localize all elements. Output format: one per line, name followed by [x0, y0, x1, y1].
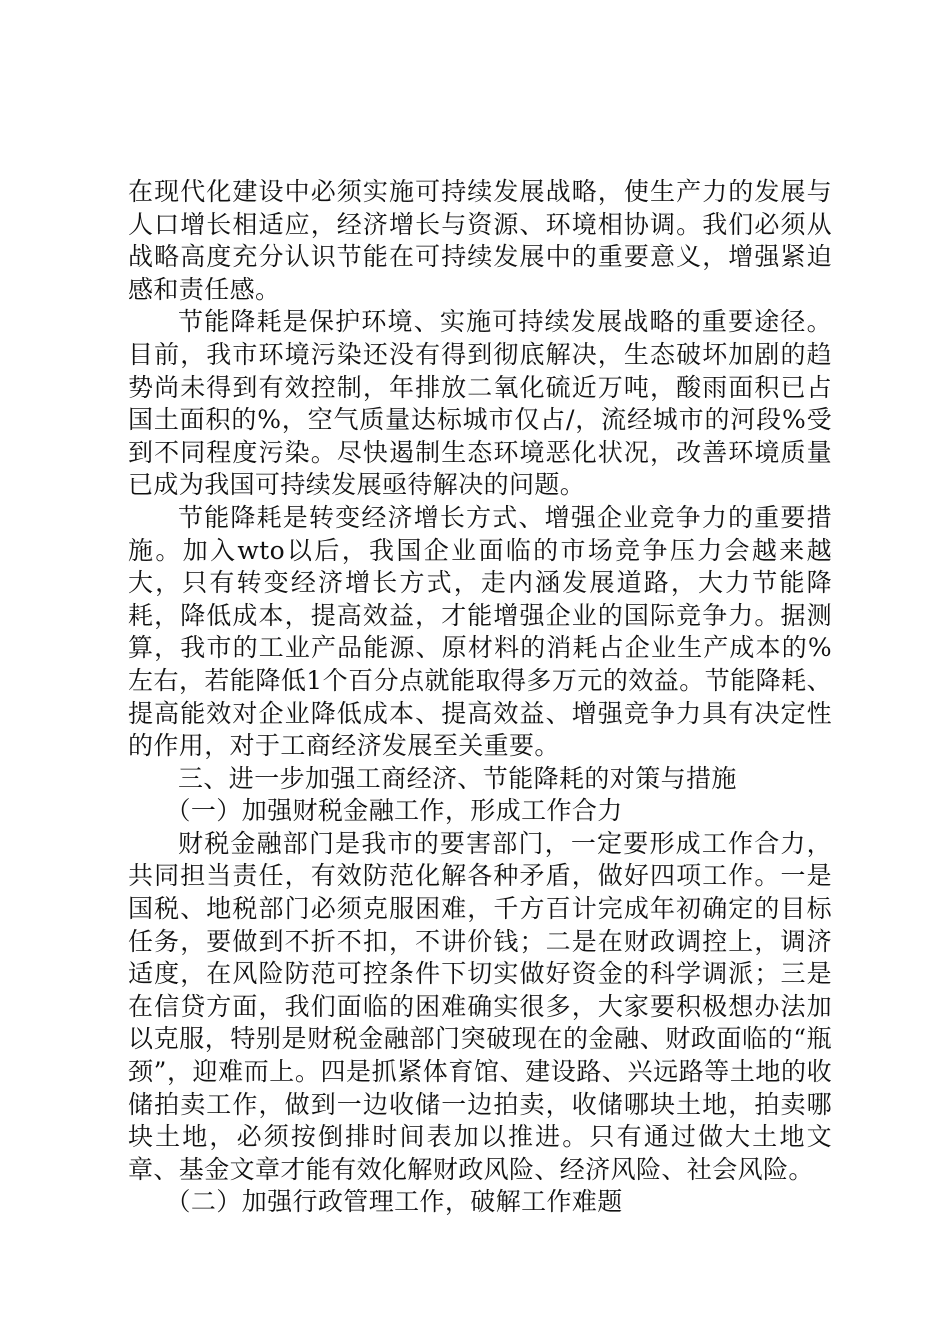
- paragraph-environment-protection: 节能降耗是保护环境、实施可持续发展战略的重要途径。目前，我市环境污染还没有得到彻底解决，生态破坏加剧的趋势尚未得到有效控制，年排放二氧化硫近万吨，酸雨面积已占国土面积的%，空气质量达标城市仅占/，流经城市的河段%受到不同程度污染。尽快遏制生态环境恶化状况，改善环境质量已成为我国可持续发展亟待解决的问题。: [128, 307, 832, 500]
- subsection-heading-1: （一）加强财税金融工作，形成工作合力: [165, 796, 623, 826]
- subsection-heading-2: （二）加强行政管理工作，破解工作难题: [165, 1187, 623, 1217]
- section-heading-3: 三、进一步加强工商经济、节能降耗的对策与措施: [178, 763, 737, 793]
- document-page: [128, 176, 832, 1219]
- paragraph-economic-growth: 节能降耗是转变经济增长方式、增强企业竞争力的重要措施。加入wto以后，我国企业面临的市场竞争压力会越来越大，只有转变经济增长方式，走内涵发展道路，大力节能降耗，降低成本，提高效益，才能增强企业的国际竞争力。据测算，我市的工业产品能源、原材料的消耗占企业生产成本的%左右，若能降低1个百分点就能取得多万元的效益。节能降耗、提高能效对企业降低成本、提高效益、增强竞争力具有决定性的作用，对于工商经济发展至关重要。: [128, 502, 832, 761]
- paragraph-finance-tax: 财税金融部门是我市的要害部门，一定要形成工作合力，共同担当责任，有效防范化解各种矛盾，做好四项工作。一是国税、地税部门必须克服困难，千方百计完成年初确定的目标任务，要做到不折不扣，不讲价钱；二是在财政调控上，调济适度，在风险防范可控条件下切实做好资金的科学调派；三是在信贷方面，我们面临的困难确实很多，大家要积极想办法加以克服，特别是财税金融部门突破现在的金融、财政面临的“瓶颈”，迎难而上。四是抓紧体育馆、建设路、兴远路等土地的收储拍卖工作，做到一边收储一边拍卖，收储哪块土地，拍卖哪块土地，必须按倒排时间表加以推进。只有通过做大土地文章、基金文章才能有效化解财政风险、经济风险、社会风险。: [128, 828, 832, 1184]
- paragraph-sustainable-development: 在现代化建设中必须实施可持续发展战略，使生产力的发展与人口增长相适应，经济增长与资源、环境相协调。我们必须从战略高度充分认识节能在可持续发展中的重要意义，增强紧迫感和责任感。: [128, 177, 832, 304]
